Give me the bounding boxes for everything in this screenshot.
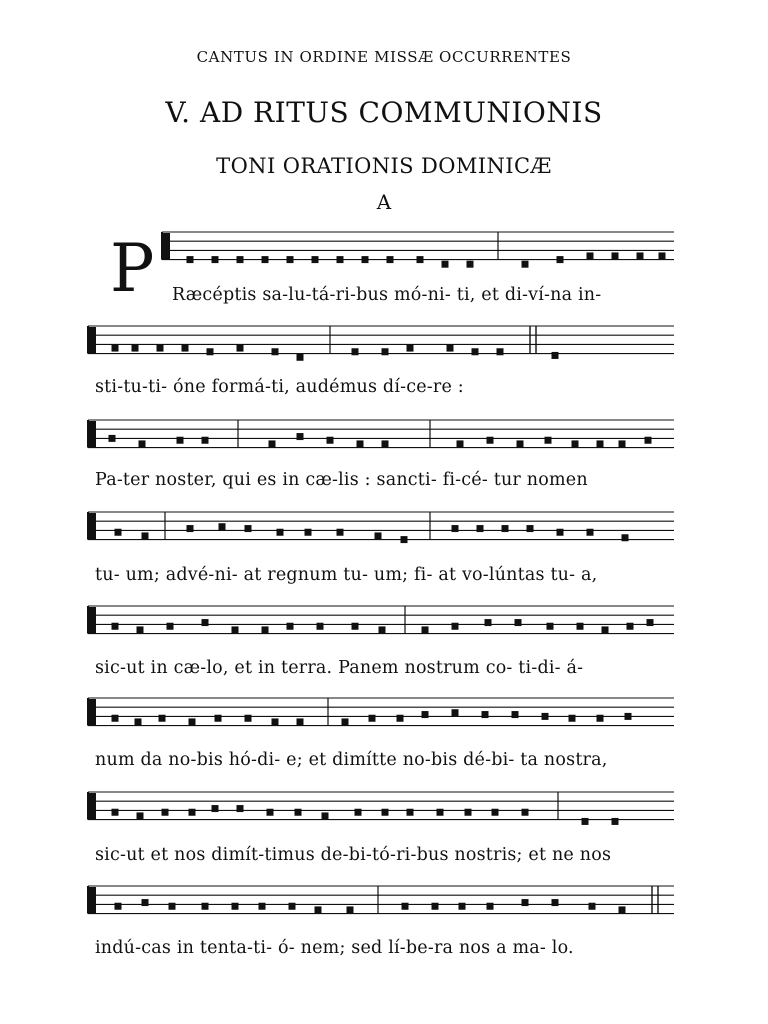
punctum-note: [619, 440, 626, 447]
punctum-note: [557, 529, 564, 536]
punctum-note: [142, 532, 149, 539]
punctum-note: [402, 903, 409, 910]
punctum-note: [202, 437, 209, 444]
punctum-note: [277, 529, 284, 536]
punctum-note: [342, 718, 349, 725]
punctum-note: [237, 345, 244, 352]
punctum-note: [422, 711, 429, 718]
punctum-note: [602, 626, 609, 633]
punctum-note: [492, 809, 499, 816]
subtitle: TONI ORATIONIS DOMINICÆ: [216, 154, 552, 178]
punctum-note: [382, 440, 389, 447]
punctum-note: [622, 534, 629, 541]
punctum-note: [587, 529, 594, 536]
punctum-note: [215, 715, 222, 722]
punctum-note: [417, 256, 424, 263]
punctum-note: [637, 252, 644, 259]
punctum-note: [482, 711, 489, 718]
punctum-note: [447, 345, 454, 352]
punctum-note: [522, 261, 529, 268]
punctum-note: [659, 252, 666, 259]
punctum-note: [112, 715, 119, 722]
initial-letter: P: [110, 230, 155, 307]
punctum-note: [135, 718, 142, 725]
do-clef-icon: [88, 792, 95, 820]
punctum-note: [472, 348, 479, 355]
punctum-note: [157, 345, 164, 352]
punctum-note: [357, 440, 364, 447]
punctum-note: [457, 440, 464, 447]
punctum-note: [202, 619, 209, 626]
punctum-note: [552, 352, 559, 359]
punctum-note: [269, 440, 276, 447]
punctum-note: [542, 713, 549, 720]
do-clef-icon: [88, 698, 95, 726]
punctum-note: [355, 809, 362, 816]
punctum-note: [112, 623, 119, 630]
punctum-note: [487, 437, 494, 444]
punctum-note: [115, 529, 122, 536]
punctum-note: [582, 818, 589, 825]
do-clef-icon: [88, 606, 95, 634]
tone-letter: A: [376, 190, 392, 214]
punctum-note: [167, 623, 174, 630]
punctum-note: [162, 809, 169, 816]
punctum-note: [347, 906, 354, 913]
punctum-note: [452, 623, 459, 630]
do-clef-icon: [88, 886, 95, 914]
punctum-note: [407, 809, 414, 816]
punctum-note: [137, 626, 144, 633]
punctum-note: [502, 525, 509, 532]
punctum-note: [245, 525, 252, 532]
punctum-note: [159, 715, 166, 722]
punctum-note: [297, 718, 304, 725]
lyric-line-3: Pa-ter noster, qui es in cæ-lis : sancti- fi-cé- tur nomen: [95, 470, 588, 490]
punctum-note: [497, 348, 504, 355]
punctum-note: [369, 715, 376, 722]
punctum-note: [295, 809, 302, 816]
punctum-note: [132, 345, 139, 352]
running-head: CANTUS IN ORDINE MISSÆ OCCURRENTES: [196, 48, 572, 66]
punctum-note: [305, 529, 312, 536]
punctum-note: [232, 626, 239, 633]
punctum-note: [401, 536, 408, 543]
punctum-note: [297, 354, 304, 361]
punctum-note: [485, 619, 492, 626]
punctum-note: [545, 437, 552, 444]
punctum-note: [522, 899, 529, 906]
lyric-line-1: Ræcéptis sa-lu-tá-ri-bus mó-ni- ti, et di-ví-na in-: [172, 285, 602, 305]
punctum-note: [317, 623, 324, 630]
punctum-note: [327, 437, 334, 444]
punctum-note: [645, 437, 652, 444]
do-clef-icon: [88, 420, 95, 448]
do-clef-icon: [88, 326, 95, 354]
punctum-note: [137, 812, 144, 819]
lyric-line-4: tu- um; advé-ni- at regnum tu- um; fi- at vo-lúntas tu- a,: [95, 565, 598, 585]
punctum-note: [647, 619, 654, 626]
punctum-note: [315, 906, 322, 913]
lyric-line-5: sic-ut in cæ-lo, et in terra. Panem nostrum co- ti-di- á-: [95, 658, 584, 678]
punctum-note: [287, 256, 294, 263]
punctum-note: [182, 345, 189, 352]
punctum-note: [207, 348, 214, 355]
punctum-note: [272, 718, 279, 725]
punctum-note: [139, 440, 146, 447]
punctum-note: [112, 345, 119, 352]
punctum-note: [267, 809, 274, 816]
punctum-note: [272, 348, 279, 355]
punctum-note: [627, 623, 634, 630]
lyric-line-2: sti-tu-ti- óne formá-ti, audémus dí-ce-re :: [95, 377, 464, 397]
punctum-note: [407, 345, 414, 352]
punctum-note: [527, 525, 534, 532]
punctum-note: [387, 256, 394, 263]
punctum-note: [189, 809, 196, 816]
punctum-note: [189, 718, 196, 725]
punctum-note: [487, 903, 494, 910]
punctum-note: [375, 532, 382, 539]
punctum-note: [397, 715, 404, 722]
punctum-note: [432, 903, 439, 910]
punctum-note: [362, 256, 369, 263]
punctum-note: [312, 256, 319, 263]
punctum-note: [142, 899, 149, 906]
punctum-note: [337, 529, 344, 536]
punctum-note: [115, 903, 122, 910]
punctum-note: [589, 903, 596, 910]
punctum-note: [557, 256, 564, 263]
punctum-note: [232, 903, 239, 910]
punctum-note: [382, 348, 389, 355]
punctum-note: [552, 899, 559, 906]
punctum-note: [237, 256, 244, 263]
lyric-line-7: sic-ut et nos dimít-timus de-bi-tó-ri-bus nostris; et ne nos: [95, 845, 612, 865]
punctum-note: [202, 903, 209, 910]
punctum-note: [187, 525, 194, 532]
punctum-note: [612, 252, 619, 259]
punctum-note: [467, 261, 474, 268]
punctum-note: [587, 252, 594, 259]
punctum-note: [259, 903, 266, 910]
lyric-line-6: num da no-bis hó-di- e; et dimítte no-bis dé-bi- ta nostra,: [95, 750, 608, 770]
punctum-note: [237, 805, 244, 812]
punctum-note: [459, 903, 466, 910]
punctum-note: [572, 440, 579, 447]
punctum-note: [322, 812, 329, 819]
punctum-note: [212, 256, 219, 263]
punctum-note: [619, 906, 626, 913]
punctum-note: [337, 256, 344, 263]
punctum-note: [577, 623, 584, 630]
punctum-note: [352, 623, 359, 630]
punctum-note: [422, 626, 429, 633]
punctum-note: [289, 903, 296, 910]
punctum-note: [452, 709, 459, 716]
punctum-note: [287, 623, 294, 630]
punctum-note: [437, 809, 444, 816]
punctum-note: [352, 348, 359, 355]
punctum-note: [442, 261, 449, 268]
punctum-note: [379, 626, 386, 633]
punctum-note: [465, 809, 472, 816]
punctum-note: [187, 256, 194, 263]
punctum-note: [262, 256, 269, 263]
punctum-note: [569, 715, 576, 722]
punctum-note: [547, 623, 554, 630]
lyric-line-8: indú-cas in tenta-ti- ó- nem; sed lí-be-ra nos a ma- lo.: [95, 938, 574, 958]
punctum-note: [612, 818, 619, 825]
punctum-note: [219, 523, 226, 530]
punctum-note: [109, 435, 116, 442]
punctum-note: [382, 809, 389, 816]
punctum-note: [477, 525, 484, 532]
punctum-note: [512, 711, 519, 718]
punctum-note: [597, 440, 604, 447]
punctum-note: [177, 437, 184, 444]
punctum-note: [169, 903, 176, 910]
punctum-note: [245, 715, 252, 722]
punctum-note: [212, 805, 219, 812]
punctum-note: [452, 525, 459, 532]
punctum-note: [522, 809, 529, 816]
do-clef-icon: [88, 512, 95, 540]
punctum-note: [297, 433, 304, 440]
punctum-note: [517, 440, 524, 447]
do-clef-icon: [162, 232, 169, 260]
punctum-note: [597, 715, 604, 722]
punctum-note: [625, 713, 632, 720]
punctum-note: [112, 809, 119, 816]
punctum-note: [262, 626, 269, 633]
punctum-note: [515, 619, 522, 626]
section-title: V. AD RITUS COMMUNIONIS: [165, 96, 603, 129]
